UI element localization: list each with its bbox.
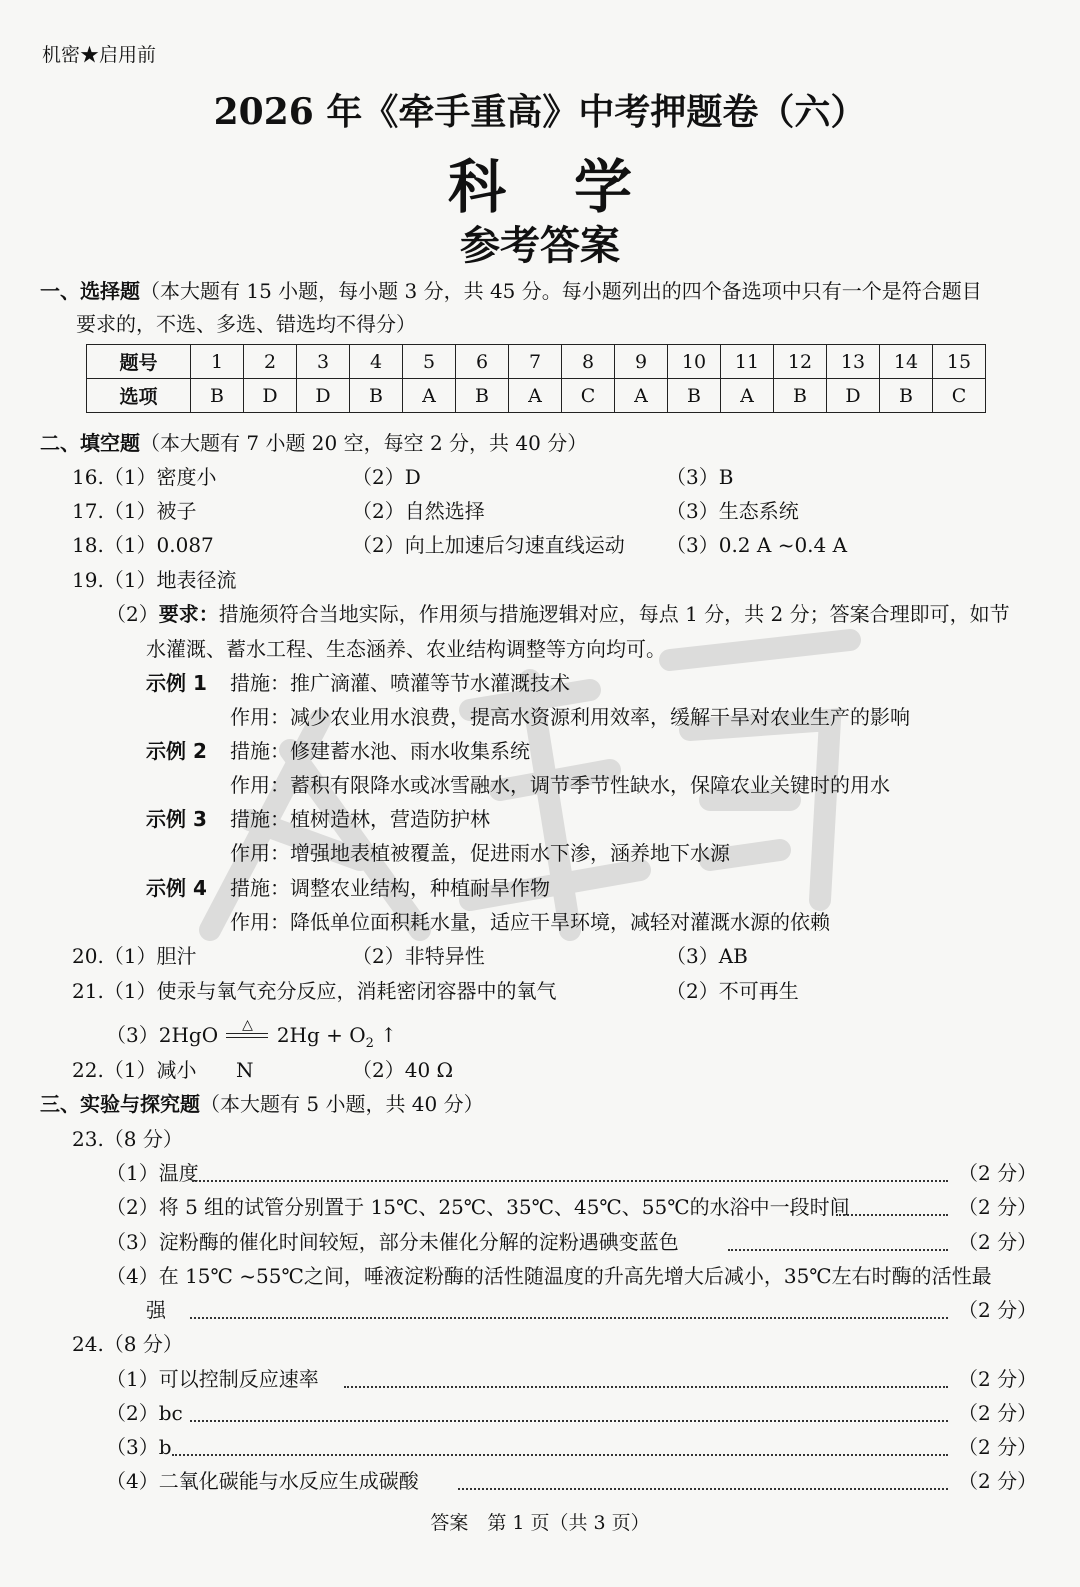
section1-desc2: 要求的，不选、多选、错选均不得分） xyxy=(76,312,416,336)
leader-dots xyxy=(728,1249,948,1251)
example-effect: 作用：蓄积有限降水或冰雪融水，调节季节性缺水，保障农业关键时的用水 xyxy=(230,773,890,797)
table-cell: 7 xyxy=(509,345,562,379)
q23-answer: （1）温度 xyxy=(106,1161,199,1185)
table-cell: B xyxy=(191,379,244,413)
q16-part2: （2）D xyxy=(352,465,421,489)
table-cell: A xyxy=(509,379,562,413)
table-cell: A xyxy=(615,379,668,413)
table-cell: 12 xyxy=(774,345,827,379)
q21-part1: 21.（1）使汞与氧气充分反应，消耗密闭容器中的氧气 xyxy=(72,979,557,1003)
table-cell: 6 xyxy=(456,345,509,379)
q18-part2: （2）向上加速后匀速直线运动 xyxy=(352,533,625,557)
table-cell: 5 xyxy=(403,345,456,379)
section3-heading xyxy=(40,1091,484,1117)
heating-condition: △ xyxy=(242,1017,253,1033)
q22-part1: 22.（1）减小 xyxy=(72,1058,197,1082)
q23-answer-cont: 强 xyxy=(146,1298,166,1322)
q22-part2: （2）40 Ω xyxy=(352,1058,454,1082)
table-cell: 9 xyxy=(615,345,668,379)
score-label: （2 分） xyxy=(958,1298,1038,1322)
score-label: （2 分） xyxy=(958,1230,1038,1254)
leader-dots xyxy=(172,1454,948,1456)
example-effect: 作用：减少农业用水浪费，提高水资源利用效率，缓解干旱对农业生产的影响 xyxy=(230,705,910,729)
q18-part1: 18.（1）0.087 xyxy=(72,533,214,557)
q21-part2: （2）不可再生 xyxy=(666,979,799,1003)
table-cell: B xyxy=(350,379,403,413)
table-cell: 14 xyxy=(880,345,933,379)
table-cell: C xyxy=(562,379,615,413)
score-label: （2 分） xyxy=(958,1161,1038,1185)
q20-part3: （3）AB xyxy=(666,944,748,968)
score-label: （2 分） xyxy=(958,1435,1038,1459)
q19-req-text2: 水灌溉、蓄水工程、生态涵养、农业结构调整等方向均可。 xyxy=(146,637,666,661)
leader-dots xyxy=(190,1317,948,1319)
section2-title: 二、填空题 xyxy=(40,431,140,455)
score-label: （2 分） xyxy=(958,1367,1038,1391)
leader-dots xyxy=(344,1386,948,1388)
confidential-label: 机密★启用前 xyxy=(42,44,157,66)
table-row-answers xyxy=(87,379,986,413)
q19-part1: 19.（1）地表径流 xyxy=(72,568,237,592)
q19-req-text: 措施须符合当地实际，作用须与措施逻辑对应，每点 1 分，共 2 分；答案合理即可，如节 xyxy=(218,602,1010,626)
answer-table xyxy=(86,344,986,413)
table-cell: 3 xyxy=(297,345,350,379)
table-cell: B xyxy=(880,379,933,413)
section3-desc: （本大题有 5 小题，共 40 分） xyxy=(200,1092,484,1116)
equation-subscript: 2 xyxy=(365,1036,374,1051)
q23-answer: （3）淀粉酶的催化时间较短，部分未催化分解的淀粉遇碘变蓝色 xyxy=(106,1230,679,1254)
answer-heading: 参考答案 xyxy=(460,222,620,269)
row-label-number: 题号 xyxy=(87,345,191,379)
leader-dots xyxy=(836,1214,948,1216)
score-label: （2 分） xyxy=(958,1469,1038,1493)
table-cell: A xyxy=(403,379,456,413)
example-label: 示例 3 xyxy=(146,807,207,831)
example-measure: 措施：推广滴灌、喷灌等节水灌溉技术 xyxy=(230,671,570,695)
table-cell: D xyxy=(297,379,350,413)
q23-answer: （4）在 15℃ ~55℃之间，唾液淀粉酶的活性随温度的升高先增大后减小，35℃左右时酶的活性最 xyxy=(106,1264,992,1288)
table-cell: C xyxy=(933,379,986,413)
section2-heading xyxy=(40,430,587,456)
section1-heading xyxy=(40,278,982,304)
score-label: （2 分） xyxy=(958,1195,1038,1219)
equation-arrow xyxy=(224,1017,270,1048)
section1-desc: （本大题有 15 小题，每小题 3 分，共 45 分。每小题列出的四个备选项中只有一个是符合题目 xyxy=(140,279,982,303)
q24-answer: （4）二氧化碳能与水反应生成碳酸 xyxy=(106,1469,419,1493)
section2-desc: （本大题有 7 小题 20 空，每空 2 分，共 40 分） xyxy=(140,431,588,455)
q24-answer: （3）b xyxy=(106,1435,172,1459)
q24-heading: 24.（8 分） xyxy=(72,1332,183,1356)
table-cell: B xyxy=(774,379,827,413)
table-cell: B xyxy=(456,379,509,413)
section3-title: 三、实验与探究题 xyxy=(40,1092,200,1116)
table-cell: 10 xyxy=(668,345,721,379)
table-cell: 4 xyxy=(350,345,403,379)
q17-part3: （3）生态系统 xyxy=(666,499,799,523)
q19-req-label: 要求： xyxy=(158,602,219,626)
table-cell: 8 xyxy=(562,345,615,379)
q17-part1: 17.（1）被子 xyxy=(72,499,197,523)
table-cell: 13 xyxy=(827,345,880,379)
table-cell: D xyxy=(827,379,880,413)
q16-part3: （3）B xyxy=(666,465,734,489)
q24-answer: （1）可以控制反应速率 xyxy=(106,1367,319,1391)
equals-bar xyxy=(226,1033,268,1038)
q23-answer: （2）将 5 组的试管分别置于 15℃、25℃、35℃、45℃、55℃的水浴中一段时间 xyxy=(106,1195,850,1219)
row-label-answer: 选项 xyxy=(87,379,191,413)
q16-part1: 16.（1）密度小 xyxy=(72,465,217,489)
example-label: 示例 2 xyxy=(146,739,207,763)
table-cell: 11 xyxy=(721,345,774,379)
q20-part1: 20.（1）胆汁 xyxy=(72,944,197,968)
q18-part3: （3）0.2 A ~0.4 A xyxy=(666,533,848,557)
example-measure: 措施：植树造林，营造防护林 xyxy=(230,807,490,831)
table-cell: B xyxy=(668,379,721,413)
example-measure: 措施：修建蓄水池、雨水收集系统 xyxy=(230,739,530,763)
table-cell: 2 xyxy=(244,345,297,379)
leader-dots xyxy=(190,1420,948,1422)
example-effect: 作用：降低单位面积耗水量，适应干旱环境，减轻对灌溉水源的依赖 xyxy=(230,910,830,934)
q21-equation xyxy=(106,1017,398,1057)
example-measure: 措施：调整农业结构，种植耐旱作物 xyxy=(230,876,550,900)
section1-title: 一、选择题 xyxy=(40,279,140,303)
table-cell: A xyxy=(721,379,774,413)
gas-arrow: ↑ xyxy=(373,1023,398,1047)
q19-requirement xyxy=(106,601,1010,627)
q17-part2: （2）自然选择 xyxy=(352,499,485,523)
page-footer: 答案 第 1 页（共 3 页） xyxy=(430,1512,650,1534)
table-cell: 1 xyxy=(191,345,244,379)
q20-part2: （2）非特异性 xyxy=(352,944,485,968)
q24-answer: （2）bc xyxy=(106,1401,183,1425)
table-cell: D xyxy=(244,379,297,413)
subject-title: 科学 xyxy=(447,153,700,221)
equation-reactant: （3）2HgO xyxy=(106,1023,219,1047)
q22-pole: N xyxy=(236,1058,254,1082)
score-label: （2 分） xyxy=(958,1401,1038,1425)
table-row-numbers xyxy=(87,345,986,379)
example-label: 示例 1 xyxy=(146,671,207,695)
q23-heading: 23.（8 分） xyxy=(72,1127,183,1151)
example-label: 示例 4 xyxy=(146,876,207,900)
page-title: 2026 年《牵手重高》中考押题卷（六） xyxy=(213,91,867,133)
leader-dots xyxy=(192,1180,948,1182)
equation-product: 2Hg + O xyxy=(276,1023,366,1047)
leader-dots xyxy=(458,1488,948,1490)
table-cell: 15 xyxy=(933,345,986,379)
example-effect: 作用：增强地表植被覆盖，促进雨水下渗，涵养地下水源 xyxy=(230,841,730,865)
q19-part2-prefix: （2） xyxy=(106,602,159,626)
